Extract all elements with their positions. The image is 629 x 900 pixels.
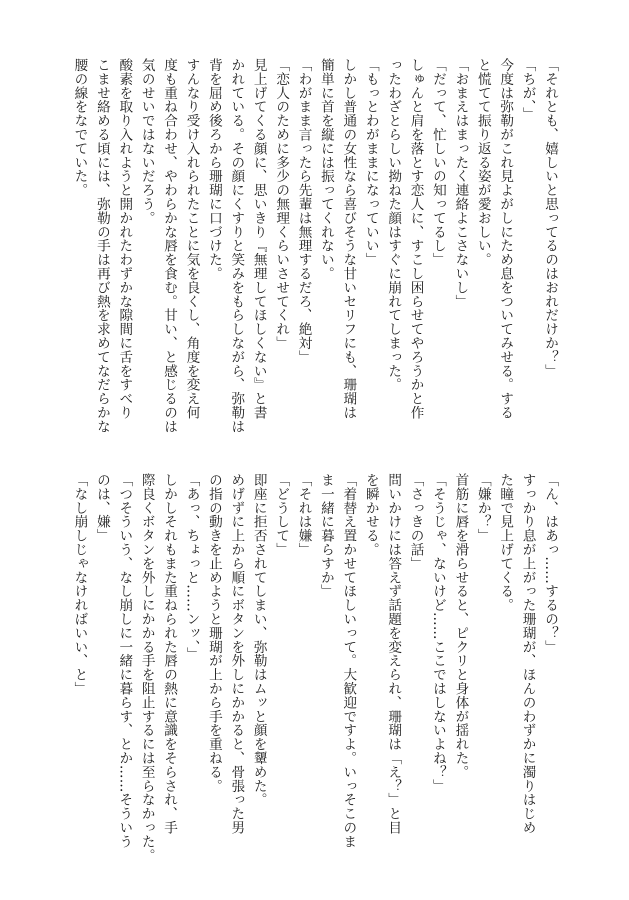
text-column: と慌てて振り返る姿が愛おしい。 xyxy=(474,58,491,267)
text-column: 気のせいではないだろう。 xyxy=(138,58,155,225)
text-column: 「着替え置かせてほしいって。大歓迎ですよ。いっそこのま xyxy=(340,473,357,849)
text-column: 「だって、忙しいの知ってるし」 xyxy=(429,58,446,267)
text-column: 見上げてくる顔に、思いきり『無理してほしくない』と書 xyxy=(250,58,267,420)
text-column: 酸素を取り入れようと開かれたわずかな隙間に舌をすべり xyxy=(116,58,133,420)
text-column: すっかり息が上がった珊瑚が、ほんのわずかに濁りはじめ xyxy=(519,473,536,835)
text-column: 今度は弥勒がこれ見よがしにため息をついてみせる。する xyxy=(497,58,514,420)
text-column: 際良くボタンを外しにかかる手を阻止するには至らなかった。 xyxy=(138,473,155,863)
text-column: 「おまえはまったく連絡よこさないし」 xyxy=(452,58,469,309)
text-column: 「ん、はあっ……するの？」 xyxy=(542,473,558,654)
text-column: しかし普通の女性なら喜びそうな甘いセリフにも、珊瑚は xyxy=(340,58,357,420)
text-column: 「あっ、ちょっと……ンッ、」 xyxy=(183,473,200,661)
text-column: しゅんと肩を落とす恋人に、すこし困らせてやろうかと作 xyxy=(407,58,424,420)
text-column: 「さっきの話」 xyxy=(407,473,424,571)
text-column: のは、嫌」 xyxy=(93,473,110,543)
text-column: の指の動きを止めようと珊瑚が上から手を重ねる。 xyxy=(205,473,222,793)
text-column: 「もっとわがままになっていい」 xyxy=(362,58,379,267)
text-column: めげずに上から順にボタンを外しにかかると、骨張った男 xyxy=(228,473,245,835)
text-column: 「つそういう、なし崩しに一緒に暮らす、とか……そういう xyxy=(116,473,133,849)
text-column: 度も重ね合わせ、やわらかな唇を食む。甘い、と感じるのは xyxy=(161,58,178,434)
text-block-bottom xyxy=(71,473,561,863)
text-column: 「恋人のために多少の無理くらいさせてくれ」 xyxy=(273,58,290,350)
text-column: 腰の線をなでていた。 xyxy=(71,58,88,197)
text-column: すんなり受け入れられたことに気を良くし、角度を変え何 xyxy=(183,58,200,420)
text-column: ったわざとらしい拗ねた顔はすぐに崩れてしまった。 xyxy=(385,58,402,392)
text-column: 簡単に首を縦には振ってくれない。 xyxy=(317,58,334,281)
text-column: 首筋に唇を滑らせると、ピクリと身体が揺れた。 xyxy=(452,473,469,779)
text-column: た瞳で見上げてくる。 xyxy=(497,473,514,612)
text-column: ま一緒に暮らすか」 xyxy=(317,473,334,599)
text-column: 「わがまま言ったら先輩は無理するだろ、絶対」 xyxy=(295,58,312,364)
text-column: 「それとも、嬉しいと思ってるのはおれだけか？」 xyxy=(542,58,558,378)
text-column: かれている。その顔にくすりと笑みをもらしながら、弥勒は xyxy=(228,58,245,434)
text-column: こませ絡める頃には、弥勒の手は再び熱を求めてなだらかな xyxy=(93,58,110,434)
text-column: 背を屈め後ろから珊瑚に口づけた。 xyxy=(205,58,222,281)
text-column: 「嫌か？」 xyxy=(474,473,491,543)
text-column: しかしそれもまた重ねられた唇の熱に意識をそらされ、手 xyxy=(161,473,178,835)
text-column: 「どうして」 xyxy=(273,473,290,557)
text-block-top xyxy=(72,58,561,436)
text-column: 「ちが、」 xyxy=(519,58,536,121)
text-column: 「なし崩しじゃなければいい、と」 xyxy=(71,473,88,696)
text-column: 問いかけには答えず話題を変えられ、珊瑚は「え？」と目 xyxy=(385,473,402,835)
text-column: 即座に拒否されてしまい、弥勒はムッと顔を顰めた。 xyxy=(250,473,267,807)
text-column: 「それは嫌」 xyxy=(295,473,312,557)
text-column: 「そうじゃ、ないけど……ここではしないよね？」 xyxy=(429,473,446,793)
text-column: を瞬かせる。 xyxy=(362,473,379,557)
